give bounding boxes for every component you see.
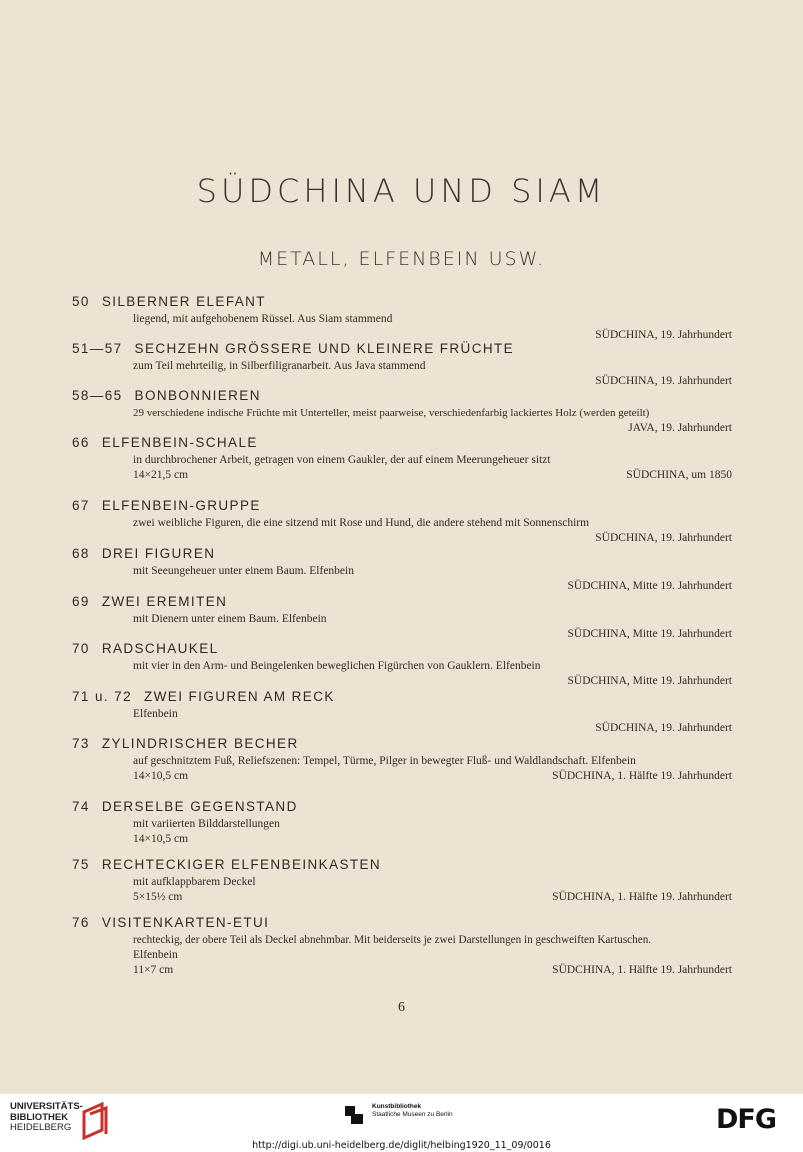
entry-heading [72, 435, 258, 450]
entry-description: mit aufklappbarem Deckel [133, 876, 256, 888]
entry-description: mit Dienern unter einem Baum. Elfenbein [133, 613, 327, 625]
entry-origin: SÜDCHINA, 19. Jahrhundert [595, 329, 732, 341]
entry-size: 5×15½ cm [133, 891, 183, 903]
entry-number: 66 [72, 435, 90, 450]
entry-name: SECHZEHN GRÖSSERE UND KLEINERE FRÜCHTE [134, 341, 515, 356]
entry-description: zum Teil mehrteilig, in Silberfiligranarbeit. Aus Java stammend [133, 360, 426, 372]
entry-origin: SÜDCHINA, 1. Hälfte 19. Jahrhundert [552, 891, 732, 903]
entry-heading [72, 736, 299, 751]
entry-origin: SÜDCHINA, 1. Hälfte 19. Jahrhundert [552, 770, 732, 782]
entry-number: 68 [72, 546, 90, 561]
entry-name: DREI FIGUREN [101, 546, 216, 561]
entry-number: 70 [72, 641, 90, 656]
entry-name: ZWEI FIGUREN AM RECK [144, 689, 335, 704]
entry-heading [72, 341, 514, 356]
entry-heading [72, 388, 261, 403]
entry-description: mit variierten Bilddarstellungen [133, 818, 280, 830]
kb-line1: Kunstbibliothek [372, 1103, 422, 1110]
entry-heading [72, 294, 266, 309]
entry-number: 74 [72, 799, 90, 814]
ub-emblem-icon [80, 1100, 110, 1142]
entry-number: 50 [72, 294, 90, 309]
entry-origin: SÜDCHINA, 1. Hälfte 19. Jahrhundert [552, 964, 732, 976]
entry-heading [72, 689, 335, 704]
entry-origin: JAVA, 19. Jahrhundert [628, 422, 732, 434]
entry-name: SILBERNER ELEFANT [101, 294, 266, 309]
entry-size: 14×10,5 cm [133, 833, 189, 845]
entry-number: 51—57 [72, 341, 123, 356]
entry-description: mit Seeungeheuer unter einem Baum. Elfenbein [133, 565, 354, 577]
entry-heading [72, 857, 381, 872]
entry-name: ZYLINDRISCHER BECHER [101, 736, 299, 751]
permalink-url[interactable]: http://digi.ub.uni-heidelberg.de/diglit/helbing1920_11_09/0016 [252, 1140, 551, 1151]
entry-heading [72, 641, 219, 656]
entry-name: ZWEI EREMITEN [101, 594, 228, 609]
entry-origin: SÜDCHINA, 19. Jahrhundert [595, 375, 732, 387]
entry-description-continued: Elfenbein [133, 949, 178, 961]
entry-size: 14×21,5 cm [133, 469, 189, 481]
kunstbibliothek-logo-icon[interactable] [343, 1102, 367, 1126]
entry-number: 58—65 [72, 388, 123, 403]
entry-origin: SÜDCHINA, Mitte 19. Jahrhundert [567, 675, 732, 687]
entry-origin: SÜDCHINA, 19. Jahrhundert [595, 532, 732, 544]
kb-line2: Staatliche Museen zu Berlin [372, 1111, 453, 1118]
entry-heading [72, 498, 261, 513]
ub-logo-line1: UNIVERSITÄTS- [10, 1101, 83, 1112]
ub-logo-line3: HEIDELBERG [10, 1122, 72, 1133]
entry-number: 71 u. 72 [72, 689, 132, 704]
entry-name: ELFENBEIN-SCHALE [101, 435, 258, 450]
entry-heading [72, 915, 269, 930]
entry-origin: SÜDCHINA, Mitte 19. Jahrhundert [567, 580, 732, 592]
entry-size: 14×10,5 cm [133, 770, 189, 782]
entry-number: 69 [72, 594, 90, 609]
ub-heidelberg-logo[interactable] [10, 1102, 83, 1134]
entry-name: DERSELBE GEGENSTAND [101, 799, 298, 814]
entry-description: zwei weibliche Figuren, die eine sitzend mit Rose und Hund, die andere stehend mit Sonnenschirm [133, 517, 590, 529]
entry-name: ELFENBEIN-GRUPPE [101, 498, 261, 513]
entry-description: mit vier in den Arm- und Beingelenken beweglichen Figürchen von Gauklern. Elfenbein [133, 660, 541, 672]
entry-number: 67 [72, 498, 90, 513]
entry-size: 11×7 cm [133, 964, 174, 976]
page-subtitle: METALL, ELFENBEIN USW. [257, 248, 546, 270]
entry-description: 29 verschiedene indische Früchte mit Unterteller, meist paarweise, verschiedenfarbig lackiertes Holz (werden geteilt) [133, 407, 650, 419]
entry-description: rechteckig, der obere Teil als Deckel abnehmbar. Mit beiderseits je zwei Darstellungen in geschweiften Kartuschen. [133, 934, 652, 946]
entry-number: 75 [72, 857, 90, 872]
entry-origin: SÜDCHINA, Mitte 19. Jahrhundert [567, 628, 732, 640]
page-title: SÜDCHINA UND SIAM [196, 172, 607, 210]
entry-description: auf geschnitztem Fuß, Reliefszenen: Tempel, Türme, Pilger in bewegter Fluß- und Waldlandschaft. Elfenbein [133, 755, 636, 767]
entry-description: in durchbrochener Arbeit, getragen von einem Gaukler, der auf einem Meerungeheuer sitzt [133, 454, 551, 466]
entry-name: RECHTECKIGER ELFENBEINKASTEN [101, 857, 382, 872]
kunstbibliothek-label [372, 1103, 453, 1119]
entry-name: VISITENKARTEN-ETUI [101, 915, 270, 930]
entry-description: Elfenbein [133, 708, 178, 720]
entry-origin: SÜDCHINA, um 1850 [626, 469, 732, 481]
entry-number: 76 [72, 915, 90, 930]
entry-description: liegend, mit aufgehobenem Rüssel. Aus Siam stammend [133, 313, 393, 325]
ub-logo-line2: BIBLIOTHEK [10, 1111, 69, 1123]
entry-heading [72, 546, 215, 561]
entry-name: RADSCHAUKEL [101, 641, 219, 656]
page-number: 6 [398, 1000, 405, 1015]
entry-name: BONBONNIEREN [134, 388, 261, 403]
entry-origin: SÜDCHINA, 19. Jahrhundert [595, 722, 732, 734]
entry-heading [72, 799, 298, 814]
dfg-logo[interactable]: DFG [716, 1104, 777, 1135]
entry-number: 73 [72, 736, 90, 751]
entry-heading [72, 594, 227, 609]
